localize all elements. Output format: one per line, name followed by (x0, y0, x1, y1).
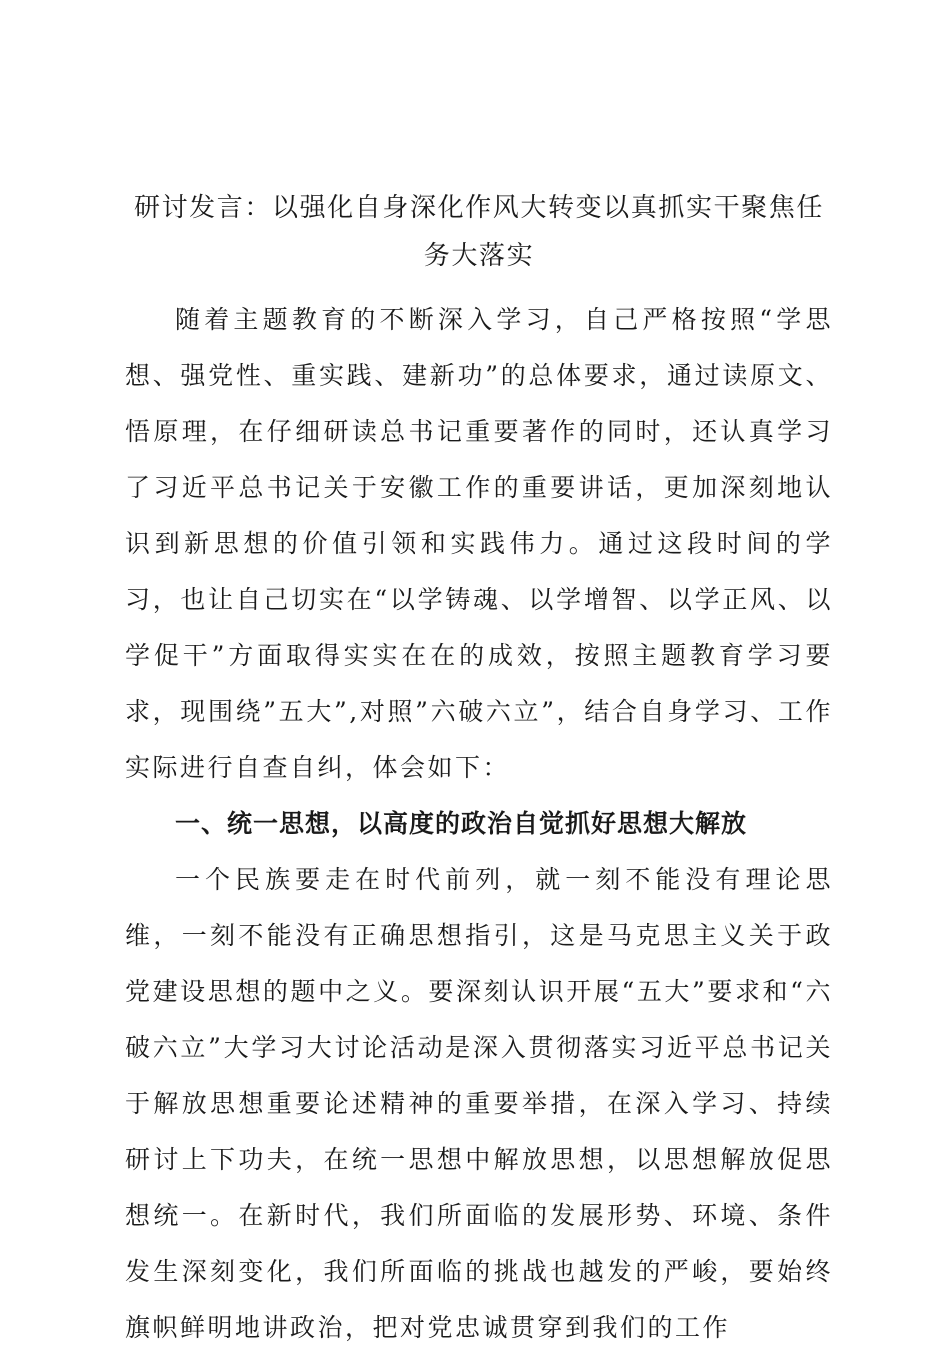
document-page (125, 184, 833, 1356)
section-1-paragraph: 一个民族要走在时代前列，就一刻不能没有理论思维，一刻不能没有正确思想指引，这是马克思主义关于政党建设思想的题中之义。要深刻认识开展“五大”要求和“六破六立”大学习大讨论活动是深入贯彻落实习近平总书记关于解放思想重要论述精神的重要举措，在深入学习、持续研讨上下功夫，在统一思想中解放思想，以思想解放促思想统一。在新时代，我们所面临的发展形势、环境、条件发生深刻变化，我们所面临的挑战也越发的严峻，要始终旗帜鲜明地讲政治，把对党忠诚贯穿到我们的工作 (125, 865, 833, 1342)
section-heading-1: 一、统一思想，以高度的政治自觉抓好思想大解放 (175, 809, 748, 838)
intro-paragraph: 随着主题教育的不断深入学习，自己严格按照“学思想、强党性、重实践、建新功”的总体要求，通过读原文、悟原理，在仔细研读总书记重要著作的同时，还认真学习了习近平总书记关于安徽工作的重要讲话，更加深刻地认识到新思想的价值引领和实践伟力。通过这段时间的学习，也让自己切实在“以学铸魂、以学增智、以学正风、以学促干”方面取得实实在在的成效，按照主题教育学习要求，现围绕”五大”,对照”六破六立”，结合自身学习、工作实际进行自查自纠，体会如下： (125, 305, 833, 782)
document-title: 研讨发言：以强化自身深化作风大转变以真抓实干聚焦任务大落实 (133, 193, 824, 271)
